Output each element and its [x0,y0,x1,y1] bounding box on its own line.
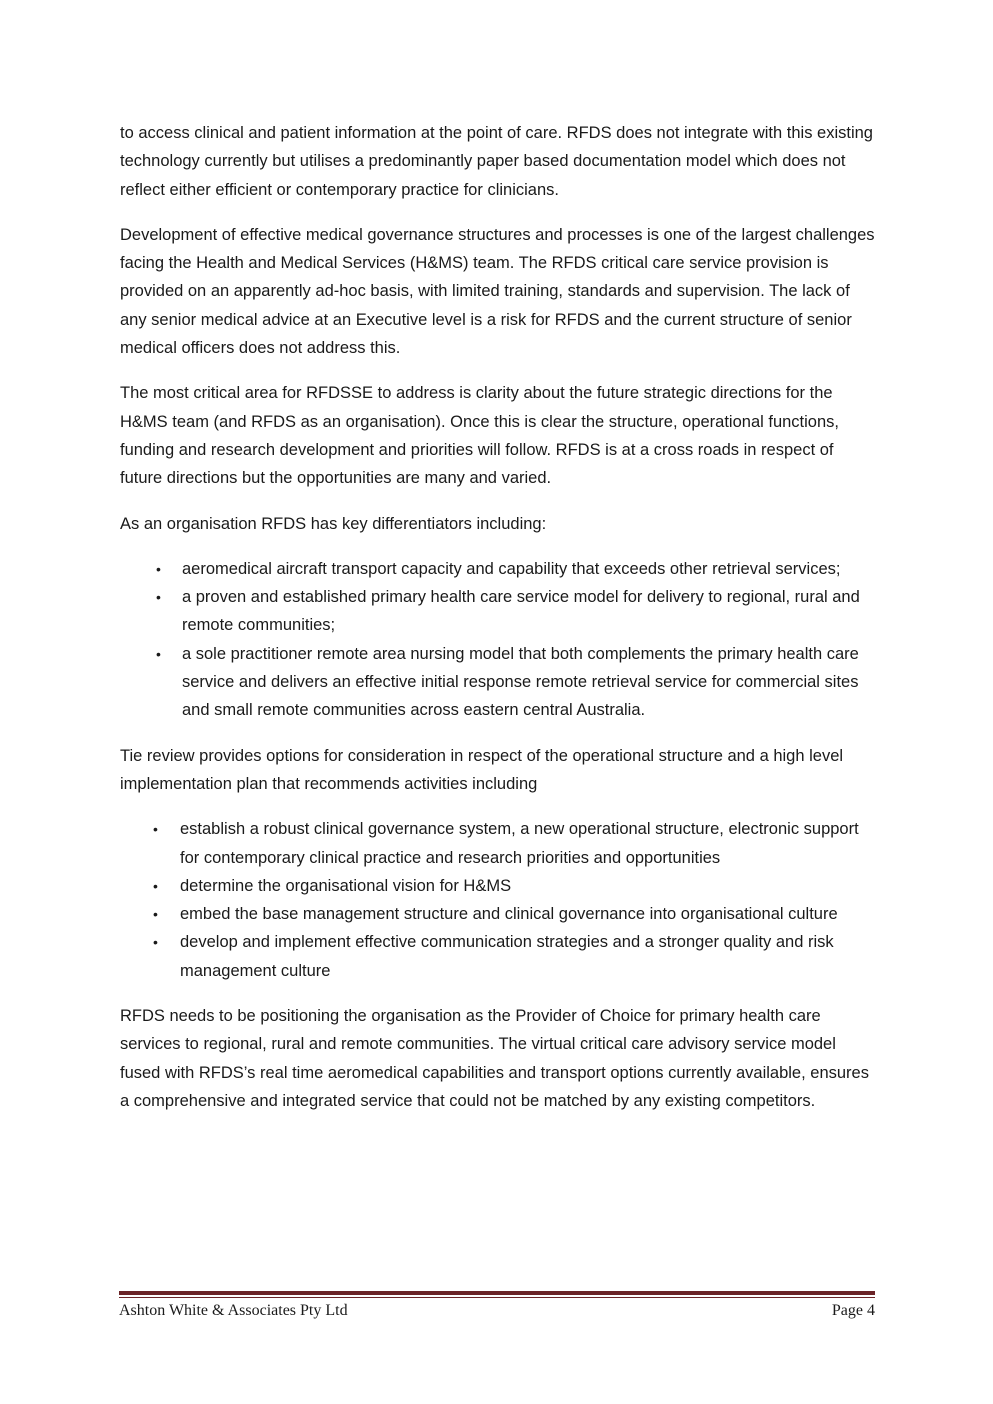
list-item-text: embed the base management structure and clinical governance into organisational culture [180,905,838,924]
list-item-text: aeromedical aircraft transport capacity and capability that exceeds other retrieval services; [182,559,841,578]
list-item-text: determine the organisational vision for H&MS [180,876,512,895]
bullet-icon: • [153,934,158,951]
list-item [120,928,876,985]
bullet-icon: • [153,821,158,838]
bullet-icon: • [156,560,161,577]
footer-company-name: Ashton White & Associates Pty Ltd [119,1302,348,1319]
paragraph-clinical-information: to access clinical and patient information at the point of care. RFDS does not integrate with this existing technology currently but utilises a predominantly paper based documentation model which does not reflect either efficient or contemporary practice for clinicians. [120,124,873,199]
bullet-icon: • [156,589,161,606]
bullet-icon: • [153,906,158,923]
list-item-text: establish a robust clinical governance system, a new operational structure, electronic support for contemporary clinical practice and research priorities and opportunities [180,820,859,867]
list-item-text: a proven and established primary health care service model for delivery to regional, rural and remote communities; [182,588,860,635]
document-body [120,119,876,1132]
paragraph-provider-of-choice: RFDS needs to be positioning the organisation as the Provider of Choice for primary health care services to regional, rural and remote communities. The virtual critical care advisory service model fused with RFDS’s real time aeromedical capabilities and transport options currently available, ensures a comprehensive and integrated service that could not be matched by any existing competitors. [120,1007,869,1110]
footer-page-number: Page 4 [831,1302,875,1319]
list-item [120,583,876,640]
paragraph-review-options: Tie review provides options for consideration in respect of the operational structure and a high level implementation plan that recommends activities including [120,746,844,793]
activities-list [120,815,876,985]
paragraph-strategic-directions: The most critical area for RFDSSE to address is clarity about the future strategic directions for the H&MS team (and RFDS as an organisation). Once this is clear the structure, operational functions, funding and research development and priorities will follow. RFDS is at a cross roads in respect of future directions but the opportunities are many and varied. [120,384,839,488]
page-footer [119,1302,875,1320]
bullet-icon: • [156,645,161,662]
footer-divider-thick [119,1291,875,1295]
list-item-text: a sole practitioner remote area nursing model that both complements the primary health care service and delivers an effective initial response remote retrieval service for commercial sites and small remote communities across eastern central Australia. [182,644,859,720]
footer-divider-thin [119,1297,875,1298]
list-item [120,815,876,872]
list-item [120,872,876,900]
bullet-icon: • [153,877,158,894]
paragraph-differentiators-intro: As an organisation RFDS has key differentiators including: [120,514,547,533]
list-item-text: develop and implement effective communication strategies and a stronger quality and risk management culture [180,933,834,980]
differentiators-list [120,555,876,725]
list-item [120,900,876,928]
list-item [120,640,876,725]
paragraph-medical-governance: Development of effective medical governance structures and processes is one of the largest challenges facing the Health and Medical Services (H&MS) team. The RFDS critical care service provision is provided on an apparently ad-hoc basis, with limited training, standards and supervision. The lack of any senior medical advice at an Executive level is a risk for RFDS and the current structure of senior medical officers does not address this. [120,225,875,358]
list-item [120,555,876,583]
